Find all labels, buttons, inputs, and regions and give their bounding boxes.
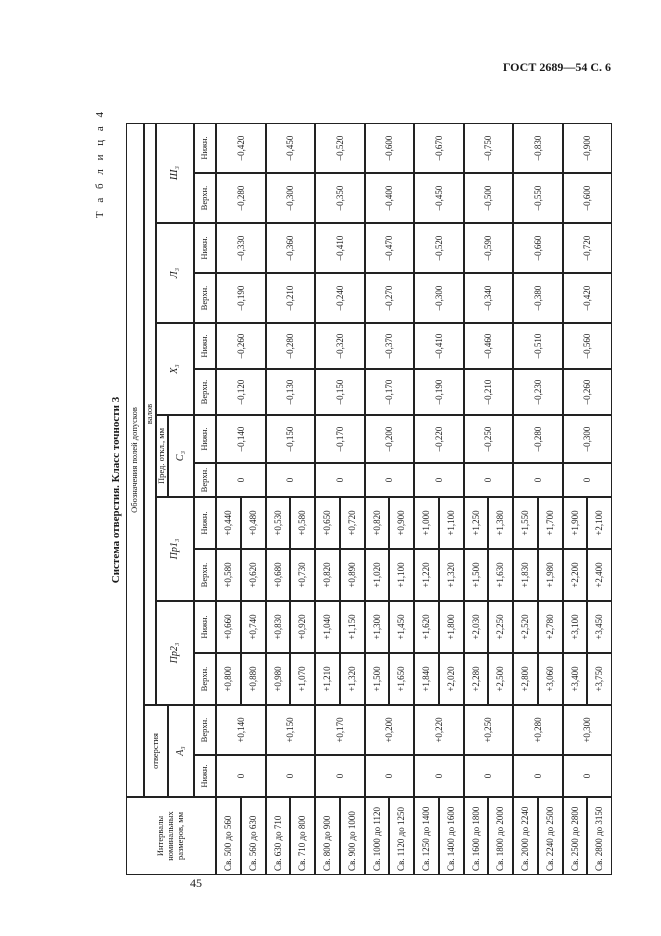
header-sub-14: Нижн. xyxy=(194,123,216,173)
pr1-lower-cell: +0,900 xyxy=(389,497,414,549)
pr2-upper-cell: +2,280 xyxy=(464,653,489,705)
pr2-lower-cell: +0,830 xyxy=(266,601,291,653)
pr1-upper-cell: +1,020 xyxy=(365,549,390,601)
c3-lower-cell: –0,220 xyxy=(414,415,464,463)
row-interval: Св. 2240 до 2500 xyxy=(538,797,563,875)
pr2-lower-cell: +2,780 xyxy=(538,601,563,653)
sh3-lower-cell: –0,520 xyxy=(315,123,365,173)
pr2-upper-cell: +2,800 xyxy=(513,653,538,705)
x3-upper-cell: –0,210 xyxy=(464,369,514,415)
l3-upper-cell: –0,420 xyxy=(563,273,613,323)
pr2-upper-cell: +1,500 xyxy=(365,653,390,705)
l3-lower-cell: –0,520 xyxy=(414,223,464,273)
a3-lower-cell: 0 xyxy=(464,755,514,797)
pr1-lower-cell: +1,250 xyxy=(464,497,489,549)
c3-upper-cell: 0 xyxy=(464,463,514,497)
pr1-upper-cell: +1,320 xyxy=(439,549,464,601)
pr1-lower-cell: +1,700 xyxy=(538,497,563,549)
pr1-upper-cell: +2,200 xyxy=(563,549,588,601)
pr1-lower-cell: +1,000 xyxy=(414,497,439,549)
pr2-upper-cell: +3,750 xyxy=(587,653,612,705)
c3-upper-cell: 0 xyxy=(563,463,613,497)
a3-upper-cell: +0,280 xyxy=(513,705,563,755)
l3-upper-cell: –0,190 xyxy=(216,273,266,323)
header-pred: Пред. откл., мм xyxy=(156,415,168,497)
x3-lower-cell: –0,280 xyxy=(266,323,316,369)
sh3-upper-cell: –0,600 xyxy=(563,173,613,223)
pr1-upper-cell: +1,830 xyxy=(513,549,538,601)
sh3-upper-cell: –0,300 xyxy=(266,173,316,223)
x3-upper-cell: –0,150 xyxy=(315,369,365,415)
pr2-lower-cell: +3,450 xyxy=(587,601,612,653)
x3-upper-cell: –0,260 xyxy=(563,369,613,415)
page-header: ГОСТ 2689—54 С. 6 xyxy=(502,60,611,74)
header-field-3: С₃ xyxy=(168,415,194,497)
row-interval: Св. 2800 до 3150 xyxy=(587,797,612,875)
header-designation: Обозначения полей допусков xyxy=(126,123,144,797)
c3-lower-cell: –0,170 xyxy=(315,415,365,463)
pr1-lower-cell: +0,650 xyxy=(315,497,340,549)
pr2-lower-cell: +1,620 xyxy=(414,601,439,653)
pr1-upper-cell: +0,680 xyxy=(266,549,291,601)
sh3-upper-cell: –0,550 xyxy=(513,173,563,223)
pr1-upper-cell: +1,500 xyxy=(464,549,489,601)
pr1-upper-cell: +0,620 xyxy=(241,549,266,601)
c3-lower-cell: –0,280 xyxy=(513,415,563,463)
row-interval: Св. 1400 до 1600 xyxy=(439,797,464,875)
row-interval: Св. 2500 до 2800 xyxy=(563,797,588,875)
pr1-lower-cell: +1,100 xyxy=(439,497,464,549)
a3-lower-cell: 0 xyxy=(513,755,563,797)
header-sub-11: Верхн. xyxy=(194,273,216,323)
header-field-4: Х₃ xyxy=(156,323,194,415)
pr2-upper-cell: +2,500 xyxy=(488,653,513,705)
a3-lower-cell: 0 xyxy=(216,755,266,797)
sh3-lower-cell: –0,420 xyxy=(216,123,266,173)
pr2-lower-cell: +1,800 xyxy=(439,601,464,653)
header-field-6: Ш₃ xyxy=(156,123,194,223)
sh3-lower-cell: –0,750 xyxy=(464,123,514,173)
sh3-lower-cell: –0,830 xyxy=(513,123,563,173)
pr1-lower-cell: +0,480 xyxy=(241,497,266,549)
c3-lower-cell: –0,250 xyxy=(464,415,514,463)
pr1-upper-cell: +0,730 xyxy=(290,549,315,601)
sh3-lower-cell: –0,900 xyxy=(563,123,613,173)
pr2-upper-cell: +3,060 xyxy=(538,653,563,705)
header-field-5: Л₃ xyxy=(156,223,194,323)
sh3-upper-cell: –0,350 xyxy=(315,173,365,223)
pr1-lower-cell: +0,530 xyxy=(266,497,291,549)
pr2-upper-cell: +1,320 xyxy=(340,653,365,705)
sh3-upper-cell: –0,400 xyxy=(365,173,415,223)
header-intervals: Интервалы номинальных размеров, мм xyxy=(126,797,216,875)
c3-lower-cell: –0,150 xyxy=(266,415,316,463)
x3-upper-cell: –0,190 xyxy=(414,369,464,415)
pr2-lower-cell: +2,520 xyxy=(513,601,538,653)
x3-lower-cell: –0,560 xyxy=(563,323,613,369)
header-sub-8: Нижн. xyxy=(194,415,216,463)
row-interval: Св. 1800 до 2000 xyxy=(488,797,513,875)
pr2-lower-cell: +2,250 xyxy=(488,601,513,653)
header-sub-7: Верхн. xyxy=(194,463,216,497)
row-interval: Св. 500 до 560 xyxy=(216,797,241,875)
header-sub-2: Верхн. xyxy=(194,705,216,755)
row-interval: Св. 1120 до 1250 xyxy=(389,797,414,875)
a3-lower-cell: 0 xyxy=(365,755,415,797)
header-sub-10: Нижн. xyxy=(194,323,216,369)
header-shafts: валов xyxy=(144,123,156,705)
x3-lower-cell: –0,460 xyxy=(464,323,514,369)
header-sub-13: Верхн. xyxy=(194,173,216,223)
pr2-upper-cell: +0,880 xyxy=(241,653,266,705)
pr2-upper-cell: +3,400 xyxy=(563,653,588,705)
row-interval: Св. 710 до 800 xyxy=(290,797,315,875)
row-interval: Св. 800 до 900 xyxy=(315,797,340,875)
sh3-upper-cell: –0,280 xyxy=(216,173,266,223)
pr1-lower-cell: +1,900 xyxy=(563,497,588,549)
header-sub-5: Верхн. xyxy=(194,549,216,601)
c3-lower-cell: –0,300 xyxy=(563,415,613,463)
c3-upper-cell: 0 xyxy=(414,463,464,497)
c3-lower-cell: –0,200 xyxy=(365,415,415,463)
c3-upper-cell: 0 xyxy=(365,463,415,497)
pr2-lower-cell: +0,740 xyxy=(241,601,266,653)
header-sub-6: Нижн. xyxy=(194,497,216,549)
pr1-upper-cell: +1,220 xyxy=(414,549,439,601)
pr1-lower-cell: +0,440 xyxy=(216,497,241,549)
l3-upper-cell: –0,300 xyxy=(414,273,464,323)
l3-upper-cell: –0,380 xyxy=(513,273,563,323)
pr2-upper-cell: +1,650 xyxy=(389,653,414,705)
sh3-lower-cell: –0,450 xyxy=(266,123,316,173)
pr1-upper-cell: +0,580 xyxy=(216,549,241,601)
a3-upper-cell: +0,250 xyxy=(464,705,514,755)
row-interval: Св. 2000 до 2240 xyxy=(513,797,538,875)
pr1-upper-cell: +2,400 xyxy=(587,549,612,601)
pr2-lower-cell: +1,150 xyxy=(340,601,365,653)
a3-upper-cell: +0,200 xyxy=(365,705,415,755)
pr1-upper-cell: +0,890 xyxy=(340,549,365,601)
header-field-1: Пр2₃ xyxy=(156,601,194,705)
x3-upper-cell: –0,170 xyxy=(365,369,415,415)
sh3-upper-cell: –0,450 xyxy=(414,173,464,223)
pr1-upper-cell: +1,630 xyxy=(488,549,513,601)
l3-lower-cell: –0,660 xyxy=(513,223,563,273)
pr1-lower-cell: +0,820 xyxy=(365,497,390,549)
a3-upper-cell: +0,140 xyxy=(216,705,266,755)
l3-lower-cell: –0,470 xyxy=(365,223,415,273)
header-sub-12: Нижн. xyxy=(194,223,216,273)
pr2-upper-cell: +1,070 xyxy=(290,653,315,705)
header-sub-1: Нижн. xyxy=(194,755,216,797)
a3-upper-cell: +0,300 xyxy=(563,705,613,755)
row-interval: Св. 630 до 710 xyxy=(266,797,291,875)
c3-upper-cell: 0 xyxy=(315,463,365,497)
l3-upper-cell: –0,210 xyxy=(266,273,316,323)
a3-lower-cell: 0 xyxy=(563,755,613,797)
row-interval: Св. 1250 до 1400 xyxy=(414,797,439,875)
pr2-upper-cell: +2,020 xyxy=(439,653,464,705)
l3-upper-cell: –0,270 xyxy=(365,273,415,323)
pr1-lower-cell: +0,720 xyxy=(340,497,365,549)
pr2-lower-cell: +1,450 xyxy=(389,601,414,653)
pr2-lower-cell: +1,300 xyxy=(365,601,390,653)
l3-lower-cell: –0,590 xyxy=(464,223,514,273)
x3-upper-cell: –0,130 xyxy=(266,369,316,415)
pr1-upper-cell: +1,100 xyxy=(389,549,414,601)
a3-upper-cell: +0,170 xyxy=(315,705,365,755)
l3-upper-cell: –0,240 xyxy=(315,273,365,323)
pr2-upper-cell: +0,800 xyxy=(216,653,241,705)
pr1-lower-cell: +0,580 xyxy=(290,497,315,549)
page-number: 45 xyxy=(190,876,202,890)
table-title: Система отверстия. Класс точности 3 xyxy=(110,396,122,584)
rotated-table-block xyxy=(92,105,612,875)
header-hole: отверстия xyxy=(144,705,168,797)
header-field-0: А₃ xyxy=(168,705,194,797)
pr2-upper-cell: +1,840 xyxy=(414,653,439,705)
l3-upper-cell: –0,340 xyxy=(464,273,514,323)
a3-lower-cell: 0 xyxy=(266,755,316,797)
sh3-lower-cell: –0,600 xyxy=(365,123,415,173)
l3-lower-cell: –0,720 xyxy=(563,223,613,273)
pr2-lower-cell: +3,100 xyxy=(563,601,588,653)
pr1-lower-cell: +1,380 xyxy=(488,497,513,549)
header-sub-4: Нижн. xyxy=(194,601,216,653)
c3-upper-cell: 0 xyxy=(266,463,316,497)
pr1-lower-cell: +1,550 xyxy=(513,497,538,549)
header-field-2: Пр1₃ xyxy=(156,497,194,601)
a3-lower-cell: 0 xyxy=(414,755,464,797)
c3-upper-cell: 0 xyxy=(513,463,563,497)
header-sub-9: Верхн. xyxy=(194,369,216,415)
a3-upper-cell: +0,150 xyxy=(266,705,316,755)
row-interval: Св. 560 до 630 xyxy=(241,797,266,875)
sh3-lower-cell: –0,670 xyxy=(414,123,464,173)
x3-lower-cell: –0,510 xyxy=(513,323,563,369)
x3-lower-cell: –0,410 xyxy=(414,323,464,369)
pr2-lower-cell: +0,660 xyxy=(216,601,241,653)
header-sub-3: Верхн. xyxy=(194,653,216,705)
pr2-upper-cell: +0,980 xyxy=(266,653,291,705)
pr1-upper-cell: +0,820 xyxy=(315,549,340,601)
l3-lower-cell: –0,330 xyxy=(216,223,266,273)
pr1-lower-cell: +2,100 xyxy=(587,497,612,549)
table-label: Т а б л и ц а 4 xyxy=(94,109,106,219)
row-interval: Св. 1000 до 1120 xyxy=(365,797,390,875)
a3-upper-cell: +0,220 xyxy=(414,705,464,755)
x3-upper-cell: –0,230 xyxy=(513,369,563,415)
a3-lower-cell: 0 xyxy=(315,755,365,797)
pr2-lower-cell: +0,920 xyxy=(290,601,315,653)
pr2-lower-cell: +2,030 xyxy=(464,601,489,653)
x3-lower-cell: –0,260 xyxy=(216,323,266,369)
tolerance-table xyxy=(126,105,612,875)
pr1-upper-cell: +1,980 xyxy=(538,549,563,601)
x3-lower-cell: –0,320 xyxy=(315,323,365,369)
row-interval: Св. 1600 до 1800 xyxy=(464,797,489,875)
c3-upper-cell: 0 xyxy=(216,463,266,497)
x3-lower-cell: –0,370 xyxy=(365,323,415,369)
pr2-lower-cell: +1,040 xyxy=(315,601,340,653)
l3-lower-cell: –0,360 xyxy=(266,223,316,273)
pr2-upper-cell: +1,210 xyxy=(315,653,340,705)
x3-upper-cell: –0,120 xyxy=(216,369,266,415)
row-interval: Св. 900 до 1000 xyxy=(340,797,365,875)
l3-lower-cell: –0,410 xyxy=(315,223,365,273)
sh3-upper-cell: –0,500 xyxy=(464,173,514,223)
c3-lower-cell: –0,140 xyxy=(216,415,266,463)
